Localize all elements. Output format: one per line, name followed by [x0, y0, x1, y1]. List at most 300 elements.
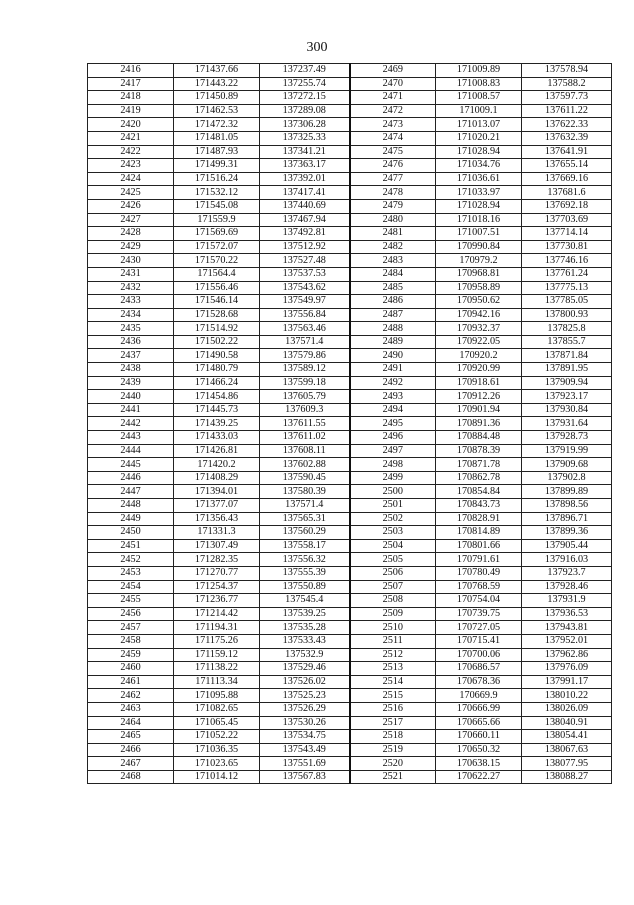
point-number-left: 2416: [88, 64, 174, 78]
x-coordinate-right: 171013.07: [436, 118, 522, 132]
point-number-left: 2448: [88, 499, 174, 513]
coordinates-table: [87, 63, 612, 784]
table-row: [88, 526, 612, 540]
x-coordinate-left: 171408.29: [174, 471, 260, 485]
point-number-right: 2481: [350, 227, 436, 241]
point-number-right: 2485: [350, 281, 436, 295]
x-coordinate-left: 171052.22: [174, 730, 260, 744]
y-coordinate-left: 137589.12: [260, 363, 350, 377]
x-coordinate-left: 171487.93: [174, 145, 260, 159]
point-number-left: 2418: [88, 91, 174, 105]
y-coordinate-left: 137580.39: [260, 485, 350, 499]
point-number-right: 2492: [350, 376, 436, 390]
point-number-right: 2495: [350, 417, 436, 431]
point-number-right: 2515: [350, 689, 436, 703]
table-row: [88, 757, 612, 771]
y-coordinate-right: 137899.89: [522, 485, 612, 499]
x-coordinate-left: 171420.2: [174, 458, 260, 472]
table-row: [88, 634, 612, 648]
point-number-left: 2446: [88, 471, 174, 485]
point-number-left: 2431: [88, 267, 174, 281]
point-number-right: 2500: [350, 485, 436, 499]
x-coordinate-right: 170791.61: [436, 553, 522, 567]
point-number-left: 2464: [88, 716, 174, 730]
x-coordinate-right: 170715.41: [436, 634, 522, 648]
y-coordinate-right: 138040.91: [522, 716, 612, 730]
x-coordinate-right: 170843.73: [436, 499, 522, 513]
x-coordinate-right: 170922.05: [436, 335, 522, 349]
point-number-right: 2510: [350, 621, 436, 635]
x-coordinate-left: 171307.49: [174, 539, 260, 553]
point-number-left: 2460: [88, 662, 174, 676]
table-row: [88, 730, 612, 744]
table-row: [88, 431, 612, 445]
y-coordinate-right: 137943.81: [522, 621, 612, 635]
x-coordinate-right: 170650.32: [436, 743, 522, 757]
point-number-left: 2449: [88, 512, 174, 526]
table-row: [88, 716, 612, 730]
table-row: [88, 145, 612, 159]
x-coordinate-right: 170678.36: [436, 675, 522, 689]
y-coordinate-right: 137962.86: [522, 648, 612, 662]
point-number-right: 2486: [350, 295, 436, 309]
table-row: [88, 254, 612, 268]
x-coordinate-left: 171499.31: [174, 159, 260, 173]
point-number-left: 2440: [88, 390, 174, 404]
point-number-left: 2438: [88, 363, 174, 377]
y-coordinate-right: 137703.69: [522, 213, 612, 227]
point-number-left: 2417: [88, 77, 174, 91]
y-coordinate-right: 137800.93: [522, 308, 612, 322]
x-coordinate-right: 171028.94: [436, 145, 522, 159]
y-coordinate-right: 137714.14: [522, 227, 612, 241]
point-number-left: 2467: [88, 757, 174, 771]
y-coordinate-left: 137556.84: [260, 308, 350, 322]
point-number-left: 2456: [88, 607, 174, 621]
point-number-left: 2425: [88, 186, 174, 200]
y-coordinate-left: 137539.25: [260, 607, 350, 621]
table-row: [88, 458, 612, 472]
point-number-right: 2521: [350, 770, 436, 784]
x-coordinate-left: 171502.22: [174, 335, 260, 349]
x-coordinate-right: 171034.76: [436, 159, 522, 173]
x-coordinate-left: 171556.46: [174, 281, 260, 295]
y-coordinate-right: 137855.7: [522, 335, 612, 349]
x-coordinate-left: 171433.03: [174, 431, 260, 445]
x-coordinate-right: 170950.62: [436, 295, 522, 309]
point-number-right: 2487: [350, 308, 436, 322]
x-coordinate-left: 171572.07: [174, 240, 260, 254]
x-coordinate-left: 171331.3: [174, 526, 260, 540]
y-coordinate-left: 137255.74: [260, 77, 350, 91]
x-coordinate-right: 170814.89: [436, 526, 522, 540]
point-number-right: 2512: [350, 648, 436, 662]
point-number-left: 2461: [88, 675, 174, 689]
point-number-left: 2437: [88, 349, 174, 363]
x-coordinate-right: 170666.99: [436, 702, 522, 716]
point-number-right: 2507: [350, 580, 436, 594]
y-coordinate-left: 137602.88: [260, 458, 350, 472]
y-coordinate-left: 137535.28: [260, 621, 350, 635]
point-number-right: 2473: [350, 118, 436, 132]
x-coordinate-right: 170871.78: [436, 458, 522, 472]
table-row: [88, 363, 612, 377]
y-coordinate-right: 137931.9: [522, 594, 612, 608]
table-row: [88, 267, 612, 281]
y-coordinate-right: 138088.27: [522, 770, 612, 784]
point-number-right: 2482: [350, 240, 436, 254]
x-coordinate-left: 171236.77: [174, 594, 260, 608]
y-coordinate-left: 137560.29: [260, 526, 350, 540]
table-row: [88, 199, 612, 213]
y-coordinate-right: 137931.64: [522, 417, 612, 431]
point-number-right: 2511: [350, 634, 436, 648]
x-coordinate-left: 171254.37: [174, 580, 260, 594]
y-coordinate-left: 137550.89: [260, 580, 350, 594]
y-coordinate-right: 138010.22: [522, 689, 612, 703]
y-coordinate-right: 137622.33: [522, 118, 612, 132]
point-number-left: 2420: [88, 118, 174, 132]
x-coordinate-right: 171020.21: [436, 131, 522, 145]
y-coordinate-left: 137467.94: [260, 213, 350, 227]
x-coordinate-right: 171018.16: [436, 213, 522, 227]
y-coordinate-right: 137746.16: [522, 254, 612, 268]
y-coordinate-left: 137543.49: [260, 743, 350, 757]
table-row: [88, 539, 612, 553]
x-coordinate-right: 170979.2: [436, 254, 522, 268]
point-number-left: 2424: [88, 172, 174, 186]
table-row: [88, 662, 612, 676]
y-coordinate-left: 137512.92: [260, 240, 350, 254]
x-coordinate-right: 170700.06: [436, 648, 522, 662]
point-number-left: 2468: [88, 770, 174, 784]
x-coordinate-right: 170686.57: [436, 662, 522, 676]
point-number-left: 2442: [88, 417, 174, 431]
point-number-left: 2434: [88, 308, 174, 322]
table-row: [88, 512, 612, 526]
x-coordinate-left: 171466.24: [174, 376, 260, 390]
y-coordinate-left: 137611.02: [260, 431, 350, 445]
point-number-right: 2490: [350, 349, 436, 363]
point-number-right: 2475: [350, 145, 436, 159]
point-number-left: 2466: [88, 743, 174, 757]
point-number-left: 2445: [88, 458, 174, 472]
x-coordinate-right: 170754.04: [436, 594, 522, 608]
y-coordinate-right: 137871.84: [522, 349, 612, 363]
x-coordinate-left: 171159.12: [174, 648, 260, 662]
y-coordinate-right: 137923.7: [522, 566, 612, 580]
y-coordinate-right: 137991.17: [522, 675, 612, 689]
table-row: [88, 580, 612, 594]
point-number-left: 2435: [88, 322, 174, 336]
y-coordinate-right: 137909.94: [522, 376, 612, 390]
y-coordinate-left: 137565.31: [260, 512, 350, 526]
x-coordinate-left: 171472.32: [174, 118, 260, 132]
y-coordinate-left: 137555.39: [260, 566, 350, 580]
point-number-left: 2430: [88, 254, 174, 268]
x-coordinate-left: 171490.58: [174, 349, 260, 363]
y-coordinate-right: 137681.6: [522, 186, 612, 200]
point-number-right: 2483: [350, 254, 436, 268]
x-coordinate-right: 171007.51: [436, 227, 522, 241]
x-coordinate-left: 171113.34: [174, 675, 260, 689]
y-coordinate-left: 137492.81: [260, 227, 350, 241]
y-coordinate-right: 137919.99: [522, 444, 612, 458]
point-number-left: 2421: [88, 131, 174, 145]
y-coordinate-left: 137609.3: [260, 403, 350, 417]
y-coordinate-right: 137775.13: [522, 281, 612, 295]
table-row: [88, 77, 612, 91]
x-coordinate-right: 170727.05: [436, 621, 522, 635]
y-coordinate-left: 137237.49: [260, 64, 350, 78]
point-number-right: 2506: [350, 566, 436, 580]
x-coordinate-left: 171175.26: [174, 634, 260, 648]
x-coordinate-left: 171394.01: [174, 485, 260, 499]
y-coordinate-right: 137785.05: [522, 295, 612, 309]
page-number: 300: [306, 40, 328, 55]
point-number-left: 2423: [88, 159, 174, 173]
point-number-right: 2499: [350, 471, 436, 485]
x-coordinate-right: 170958.89: [436, 281, 522, 295]
y-coordinate-right: 137761.24: [522, 267, 612, 281]
table-row: [88, 499, 612, 513]
point-number-left: 2447: [88, 485, 174, 499]
table-row: [88, 91, 612, 105]
y-coordinate-right: 138067.63: [522, 743, 612, 757]
x-coordinate-left: 171569.69: [174, 227, 260, 241]
point-number-left: 2444: [88, 444, 174, 458]
x-coordinate-left: 171426.81: [174, 444, 260, 458]
x-coordinate-right: 170801.66: [436, 539, 522, 553]
x-coordinate-right: 170660.11: [436, 730, 522, 744]
table-row: [88, 227, 612, 241]
y-coordinate-left: 137527.48: [260, 254, 350, 268]
y-coordinate-left: 137571.4: [260, 335, 350, 349]
point-number-right: 2493: [350, 390, 436, 404]
x-coordinate-right: 171008.83: [436, 77, 522, 91]
point-number-left: 2453: [88, 566, 174, 580]
point-number-right: 2513: [350, 662, 436, 676]
x-coordinate-left: 171377.07: [174, 499, 260, 513]
table-row: [88, 131, 612, 145]
point-number-right: 2508: [350, 594, 436, 608]
point-number-left: 2451: [88, 539, 174, 553]
point-number-left: 2459: [88, 648, 174, 662]
y-coordinate-left: 137392.01: [260, 172, 350, 186]
y-coordinate-left: 137272.15: [260, 91, 350, 105]
point-number-right: 2472: [350, 104, 436, 118]
x-coordinate-left: 171065.45: [174, 716, 260, 730]
point-number-right: 2514: [350, 675, 436, 689]
y-coordinate-right: 137578.94: [522, 64, 612, 78]
x-coordinate-left: 171454.86: [174, 390, 260, 404]
x-coordinate-left: 171270.77: [174, 566, 260, 580]
table-row: [88, 376, 612, 390]
x-coordinate-right: 170920.99: [436, 363, 522, 377]
y-coordinate-left: 137590.45: [260, 471, 350, 485]
point-number-left: 2439: [88, 376, 174, 390]
point-number-right: 2504: [350, 539, 436, 553]
point-number-right: 2503: [350, 526, 436, 540]
table-row: [88, 417, 612, 431]
x-coordinate-right: 170990.84: [436, 240, 522, 254]
x-coordinate-right: 170942.16: [436, 308, 522, 322]
point-number-left: 2462: [88, 689, 174, 703]
x-coordinate-left: 171439.25: [174, 417, 260, 431]
y-coordinate-left: 137563.46: [260, 322, 350, 336]
x-coordinate-right: 170968.81: [436, 267, 522, 281]
y-coordinate-right: 137902.8: [522, 471, 612, 485]
x-coordinate-left: 171532.12: [174, 186, 260, 200]
y-coordinate-left: 137341.21: [260, 145, 350, 159]
x-coordinate-right: 170878.39: [436, 444, 522, 458]
x-coordinate-left: 171356.43: [174, 512, 260, 526]
y-coordinate-left: 137579.86: [260, 349, 350, 363]
x-coordinate-left: 171194.31: [174, 621, 260, 635]
x-coordinate-right: 170739.75: [436, 607, 522, 621]
x-coordinate-right: 170622.27: [436, 770, 522, 784]
x-coordinate-right: 170828.91: [436, 512, 522, 526]
point-number-left: 2458: [88, 634, 174, 648]
table-row: [88, 594, 612, 608]
x-coordinate-left: 171462.53: [174, 104, 260, 118]
x-coordinate-left: 171443.22: [174, 77, 260, 91]
table-row: [88, 403, 612, 417]
y-coordinate-left: 137440.69: [260, 199, 350, 213]
point-number-left: 2433: [88, 295, 174, 309]
x-coordinate-right: 170665.66: [436, 716, 522, 730]
y-coordinate-right: 137928.46: [522, 580, 612, 594]
point-number-right: 2489: [350, 335, 436, 349]
point-number-right: 2470: [350, 77, 436, 91]
y-coordinate-right: 137916.03: [522, 553, 612, 567]
y-coordinate-right: 137588.2: [522, 77, 612, 91]
point-number-right: 2494: [350, 403, 436, 417]
table-row: [88, 553, 612, 567]
table-row: [88, 689, 612, 703]
point-number-left: 2429: [88, 240, 174, 254]
point-number-left: 2428: [88, 227, 174, 241]
x-coordinate-left: 171282.35: [174, 553, 260, 567]
x-coordinate-right: 170669.9: [436, 689, 522, 703]
point-number-right: 2479: [350, 199, 436, 213]
table-row: [88, 240, 612, 254]
table-row: [88, 118, 612, 132]
y-coordinate-left: 137567.83: [260, 770, 350, 784]
x-coordinate-right: 170768.59: [436, 580, 522, 594]
y-coordinate-left: 137363.17: [260, 159, 350, 173]
x-coordinate-left: 171082.65: [174, 702, 260, 716]
x-coordinate-left: 171546.14: [174, 295, 260, 309]
point-number-right: 2496: [350, 431, 436, 445]
y-coordinate-left: 137571.4: [260, 499, 350, 513]
point-number-right: 2491: [350, 363, 436, 377]
x-coordinate-left: 171564.4: [174, 267, 260, 281]
y-coordinate-right: 138077.95: [522, 757, 612, 771]
point-number-right: 2498: [350, 458, 436, 472]
y-coordinate-left: 137325.33: [260, 131, 350, 145]
x-coordinate-left: 171036.35: [174, 743, 260, 757]
y-coordinate-left: 137605.79: [260, 390, 350, 404]
table-row: [88, 485, 612, 499]
point-number-right: 2474: [350, 131, 436, 145]
point-number-left: 2452: [88, 553, 174, 567]
point-number-left: 2463: [88, 702, 174, 716]
x-coordinate-right: 171033.97: [436, 186, 522, 200]
y-coordinate-left: 137526.02: [260, 675, 350, 689]
y-coordinate-left: 137529.46: [260, 662, 350, 676]
x-coordinate-right: 170920.2: [436, 349, 522, 363]
x-coordinate-right: 171036.61: [436, 172, 522, 186]
x-coordinate-left: 171481.05: [174, 131, 260, 145]
table-row: [88, 770, 612, 784]
table-row: [88, 444, 612, 458]
y-coordinate-left: 137537.53: [260, 267, 350, 281]
y-coordinate-right: 138026.09: [522, 702, 612, 716]
point-number-right: 2477: [350, 172, 436, 186]
table-row: [88, 322, 612, 336]
table-row: [88, 621, 612, 635]
point-number-right: 2484: [350, 267, 436, 281]
x-coordinate-left: 171214.42: [174, 607, 260, 621]
x-coordinate-left: 171014.12: [174, 770, 260, 784]
y-coordinate-right: 137952.01: [522, 634, 612, 648]
point-number-left: 2465: [88, 730, 174, 744]
point-number-left: 2419: [88, 104, 174, 118]
x-coordinate-right: 170780.49: [436, 566, 522, 580]
x-coordinate-left: 171445.73: [174, 403, 260, 417]
x-coordinate-right: 170932.37: [436, 322, 522, 336]
x-coordinate-left: 171516.24: [174, 172, 260, 186]
point-number-left: 2455: [88, 594, 174, 608]
y-coordinate-right: 137611.22: [522, 104, 612, 118]
y-coordinate-left: 137289.08: [260, 104, 350, 118]
x-coordinate-right: 170918.61: [436, 376, 522, 390]
table-row: [88, 295, 612, 309]
y-coordinate-right: 137597.73: [522, 91, 612, 105]
point-number-right: 2516: [350, 702, 436, 716]
y-coordinate-left: 137525.23: [260, 689, 350, 703]
x-coordinate-left: 171528.68: [174, 308, 260, 322]
table-row: [88, 471, 612, 485]
table-row: [88, 281, 612, 295]
table-row: [88, 675, 612, 689]
y-coordinate-right: 137641.91: [522, 145, 612, 159]
x-coordinate-left: 171095.88: [174, 689, 260, 703]
y-coordinate-right: 137669.16: [522, 172, 612, 186]
y-coordinate-left: 137534.75: [260, 730, 350, 744]
table-row: [88, 159, 612, 173]
x-coordinate-right: 171009.89: [436, 64, 522, 78]
point-number-right: 2520: [350, 757, 436, 771]
point-number-right: 2517: [350, 716, 436, 730]
point-number-left: 2436: [88, 335, 174, 349]
table-row: [88, 566, 612, 580]
point-number-right: 2509: [350, 607, 436, 621]
y-coordinate-right: 137899.36: [522, 526, 612, 540]
x-coordinate-right: 170891.36: [436, 417, 522, 431]
table-row: [88, 743, 612, 757]
y-coordinate-right: 137928.73: [522, 431, 612, 445]
point-number-right: 2476: [350, 159, 436, 173]
coordinates-table-body: [88, 64, 612, 784]
y-coordinate-right: 137692.18: [522, 199, 612, 213]
y-coordinate-left: 137530.26: [260, 716, 350, 730]
point-number-right: 2488: [350, 322, 436, 336]
x-coordinate-right: 170884.48: [436, 431, 522, 445]
y-coordinate-left: 137543.62: [260, 281, 350, 295]
y-coordinate-left: 137306.28: [260, 118, 350, 132]
